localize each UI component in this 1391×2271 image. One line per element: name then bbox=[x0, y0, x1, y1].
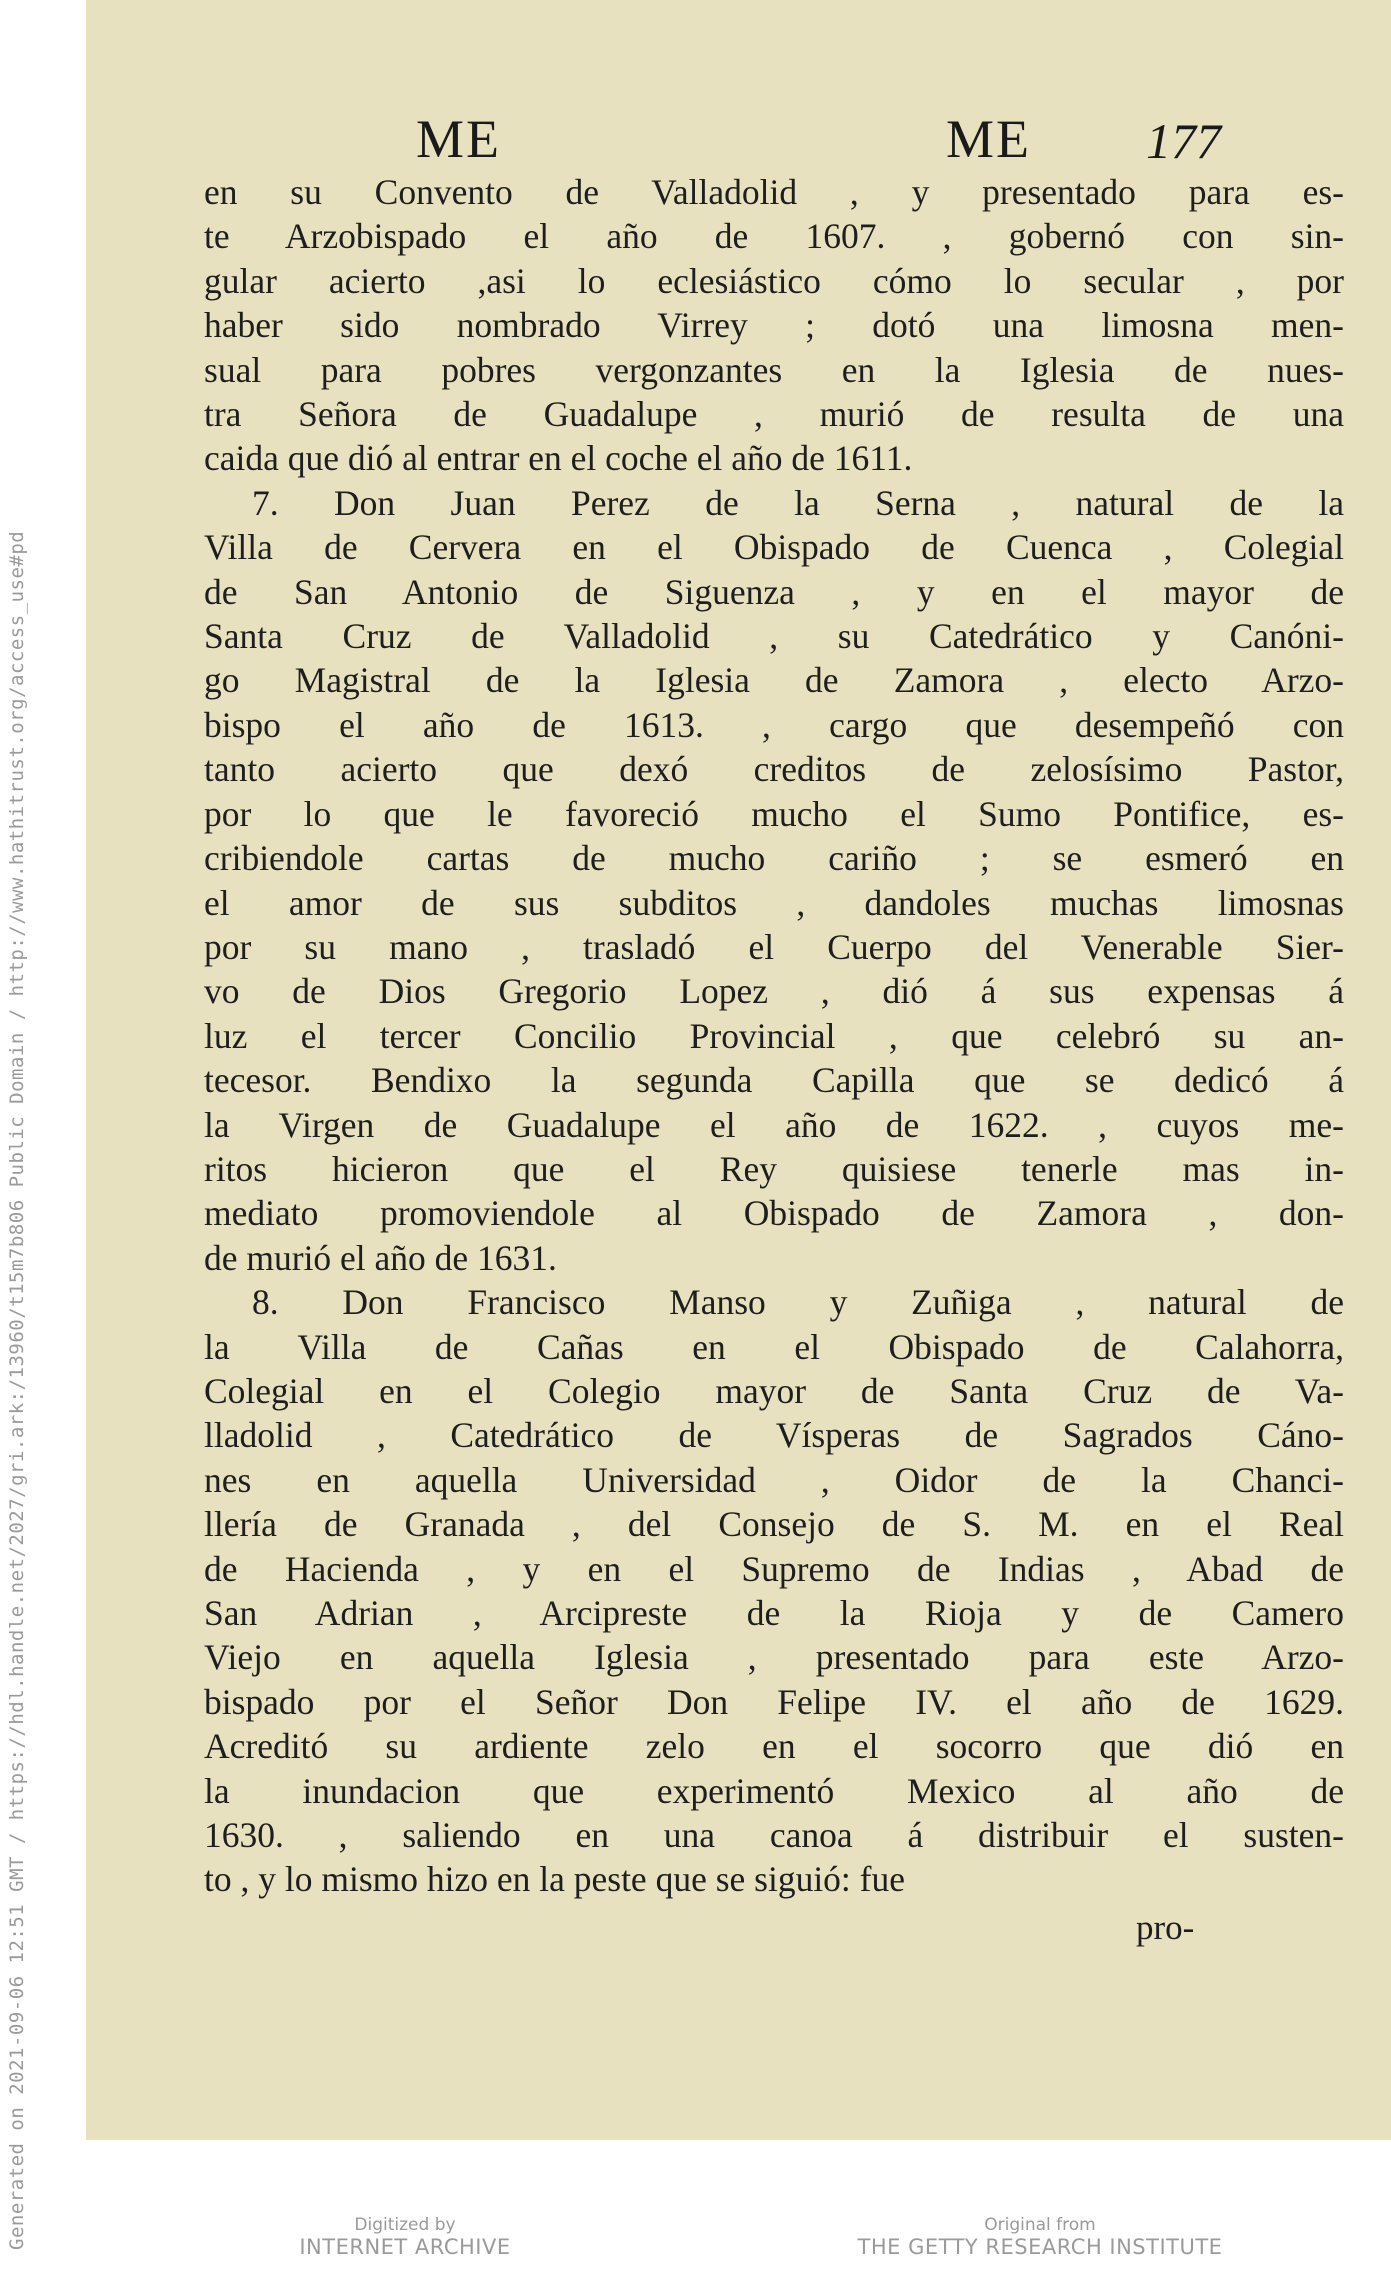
margin-stamp bbox=[0, 530, 70, 2250]
text-line: mediato promoviendole al Obispado de Zamora , don- bbox=[204, 1193, 1344, 1234]
text-line: tecesor. Bendixo la segunda Capilla que se dedicó á bbox=[204, 1060, 1344, 1101]
catchword: pro- bbox=[1136, 1908, 1195, 1947]
text-line: en su Convento de Valladolid , y presentado para es- bbox=[204, 172, 1344, 212]
running-head-left: ME bbox=[416, 109, 501, 169]
text-line: haber sido nombrado Virrey ; dotó una limosna men- bbox=[204, 305, 1344, 346]
running-head bbox=[86, 108, 1391, 178]
text-line: luz el tercer Concilio Provincial , que celebró su an- bbox=[204, 1015, 1344, 1056]
running-head-right: ME bbox=[946, 109, 1031, 169]
text-line: te Arzobispado el año de 1607. , gobernó con sin- bbox=[204, 216, 1344, 257]
text-line: caida que dió al entrar en el coche el año de 1611. bbox=[204, 438, 913, 479]
text-line: bispado por el Señor Don Felipe IV. el año de 1629. bbox=[204, 1681, 1344, 1722]
text-line: cribiendole cartas de mucho cariño ; se esmeró en bbox=[204, 838, 1344, 879]
digitized-by-block bbox=[240, 2215, 570, 2259]
text-line: la Villa de Cañas en el Obispado de Calahorra, bbox=[204, 1326, 1344, 1367]
text-line: gular acierto ,asi lo eclesiástico cómo lo secular , por bbox=[204, 260, 1344, 301]
text-line: 1630. , saliendo en una canoa á distribuir el susten- bbox=[204, 1815, 1344, 1856]
text-line: tra Señora de Guadalupe , murió de resulta de una bbox=[204, 394, 1344, 435]
text-line: San Adrian , Arcipreste de la Rioja y de Camero bbox=[204, 1593, 1344, 1633]
book-page bbox=[86, 0, 1391, 2140]
text-line: 7. Don Juan Perez de la Serna , natural de la bbox=[252, 482, 1344, 523]
text-line: la inundacion que experimentó Mexico al año de bbox=[204, 1770, 1344, 1811]
text-line: el amor de sus subditos , dandoles muchas limosnas bbox=[204, 882, 1344, 923]
text-line: Acreditó su ardiente zelo en el socorro que dió en bbox=[204, 1726, 1344, 1767]
text-line: Villa de Cervera en el Obispado de Cuenca , Colegial bbox=[204, 527, 1344, 568]
text-line: de San Antonio de Siguenza , y en el mayor de bbox=[204, 571, 1344, 612]
text-line: por lo que le favoreció mucho el Sumo Pontifice, es- bbox=[204, 793, 1344, 834]
generation-stamp-text: Generated on 2021-09-06 12:51 GMT / https://hdl.handle.net/2027/gri.ark:/13960/t15m7b806 Public Domain / http://www.hathitrust.org/access_use#pd bbox=[6, 530, 28, 2250]
original-from-label: Original from bbox=[984, 2215, 1096, 2235]
text-line: por su mano , trasladó el Cuerpo del Venerable Sier- bbox=[204, 926, 1344, 967]
text-line: sual para pobres vergonzantes en la Iglesia de nues- bbox=[204, 349, 1344, 390]
text-line: la Virgen de Guadalupe el año de 1622. , cuyos me- bbox=[204, 1104, 1344, 1145]
original-from-block bbox=[840, 2215, 1240, 2259]
digitized-by-label: Digitized by bbox=[354, 2215, 456, 2235]
text-line: Santa Cruz de Valladolid , su Catedrático y Canóni- bbox=[204, 616, 1344, 657]
page-body-text bbox=[204, 170, 1344, 1902]
text-line: de murió el año de 1631. bbox=[204, 1237, 557, 1278]
text-line: de Hacienda , y en el Supremo de Indias , Abad de bbox=[204, 1548, 1344, 1589]
text-line: 8. Don Francisco Manso y Zuñiga , natural de bbox=[252, 1282, 1344, 1323]
text-line: Colegial en el Colegio mayor de Santa Cruz de Va- bbox=[204, 1370, 1344, 1411]
digitization-footer bbox=[0, 2215, 1391, 2271]
text-line: vo de Dios Gregorio Lopez , dió á sus expensas á bbox=[204, 971, 1344, 1012]
page-number: 177 bbox=[1146, 113, 1221, 169]
internet-archive-label: INTERNET ARCHIVE bbox=[299, 2235, 511, 2259]
getty-label: THE GETTY RESEARCH INSTITUTE bbox=[857, 2235, 1223, 2259]
text-line: Viejo en aquella Iglesia , presentado para este Arzo- bbox=[204, 1637, 1344, 1678]
text-line: llería de Granada , del Consejo de S. M. en el Real bbox=[204, 1504, 1344, 1545]
text-line: ritos hicieron que el Rey quisiese tenerle mas in- bbox=[204, 1148, 1344, 1189]
text-line: go Magistral de la Iglesia de Zamora , electo Arzo- bbox=[204, 660, 1344, 701]
text-line: lladolid , Catedrático de Vísperas de Sagrados Cáno- bbox=[204, 1415, 1344, 1456]
text-line: bispo el año de 1613. , cargo que desempeñó con bbox=[204, 704, 1344, 745]
text-line: tanto acierto que dexó creditos de zelosísimo Pastor, bbox=[204, 749, 1344, 790]
text-line: to , y lo mismo hizo en la peste que se siguió: fue bbox=[204, 1859, 906, 1900]
text-line: nes en aquella Universidad , Oidor de la Chanci- bbox=[204, 1459, 1344, 1500]
